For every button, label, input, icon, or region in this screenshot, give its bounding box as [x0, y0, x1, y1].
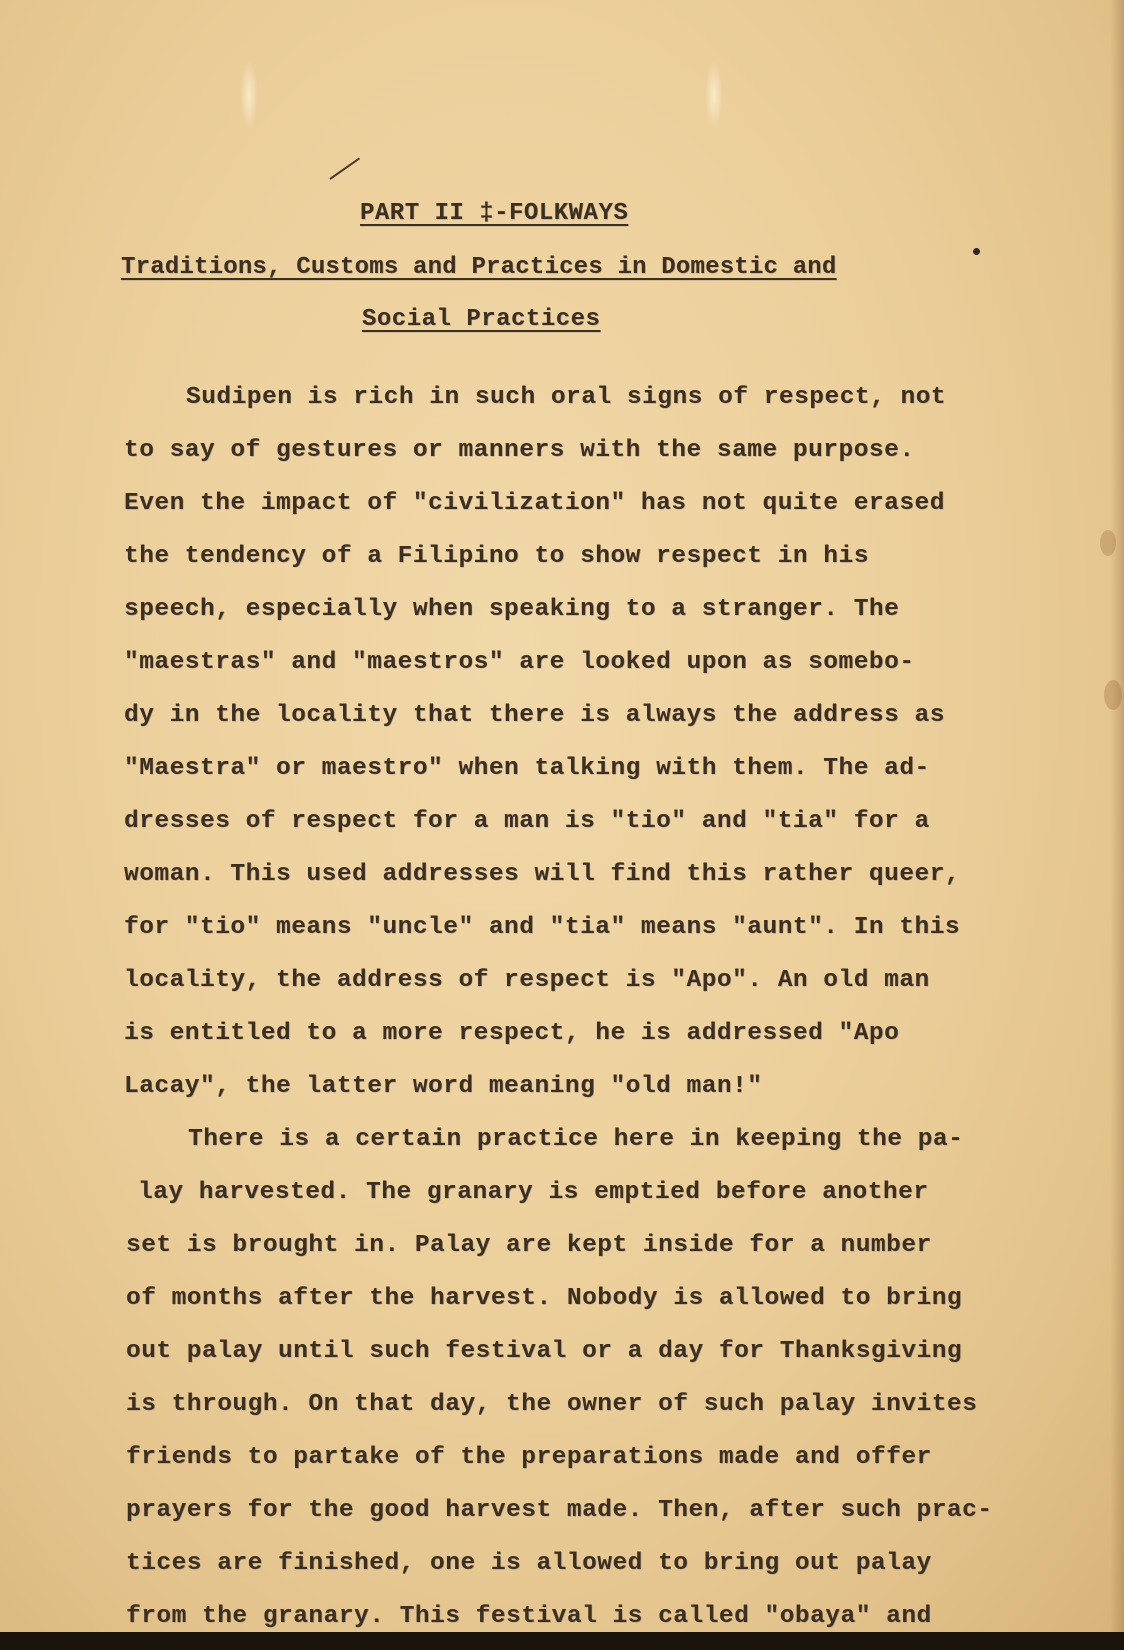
text-line: woman. This used addresses will find this rather queer,	[124, 861, 961, 888]
text-line: out palay until such festival or a day for Thanksgiving	[126, 1338, 963, 1365]
text-line: Sudipen is rich in such oral signs of respect, not	[186, 384, 947, 411]
text-line: prayers for the good harvest made. Then, after such prac-	[126, 1497, 993, 1524]
text-line: friends to partake of the preparations made and offer	[126, 1444, 932, 1471]
text-line: lay harvested. The granary is emptied before another	[138, 1179, 929, 1206]
section-heading-line-1: Traditions, Customs and Practices in Domestic and	[121, 254, 837, 281]
text-line: dresses of respect for a man is "tio" and "tia" for a	[124, 808, 930, 835]
text-line: There is a certain practice here in keeping the pa-	[188, 1126, 964, 1153]
paper-stain	[1100, 530, 1116, 556]
text-line: Even the impact of "civilization" has not quite erased	[124, 490, 945, 517]
text-line: locality, the address of respect is "Apo". An old man	[124, 967, 930, 994]
paper-fold-mark	[705, 60, 723, 130]
paper-fold-mark	[240, 60, 258, 130]
text-line: of months after the harvest. Nobody is allowed to bring	[126, 1285, 963, 1312]
text-line: is entitled to a more respect, he is addressed "Apo	[124, 1020, 900, 1047]
text-line: Lacay", the latter word meaning "old man!"	[124, 1073, 763, 1100]
text-line: "Maestra" or maestro" when talking with them. The ad-	[124, 755, 930, 782]
text-line: from the granary. This festival is called "obaya" and	[126, 1603, 932, 1630]
text-line: dy in the locality that there is always the address as	[124, 702, 945, 729]
text-line: "maestras" and "maestros" are looked upon as somebo-	[124, 649, 915, 676]
ink-dot	[973, 248, 980, 255]
text-line: set is brought in. Palay are kept inside for a number	[126, 1232, 932, 1259]
text-line: to say of gestures or manners with the same purpose.	[124, 437, 915, 464]
part-heading: PART II ‡-FOLKWAYS	[360, 200, 629, 227]
text-line: the tendency of a Filipino to show respect in his	[124, 543, 869, 570]
text-line: for "tio" means "uncle" and "tia" means "aunt". In this	[124, 914, 961, 941]
pencil-check-mark	[329, 158, 360, 180]
text-line: is through. On that day, the owner of such palay invites	[126, 1391, 978, 1418]
text-line: speech, especially when speaking to a stranger. The	[124, 596, 900, 623]
paper-stain	[1104, 680, 1122, 710]
section-heading-line-2: Social Practices	[362, 306, 601, 333]
text-line: tices are finished, one is allowed to bring out palay	[126, 1550, 932, 1577]
